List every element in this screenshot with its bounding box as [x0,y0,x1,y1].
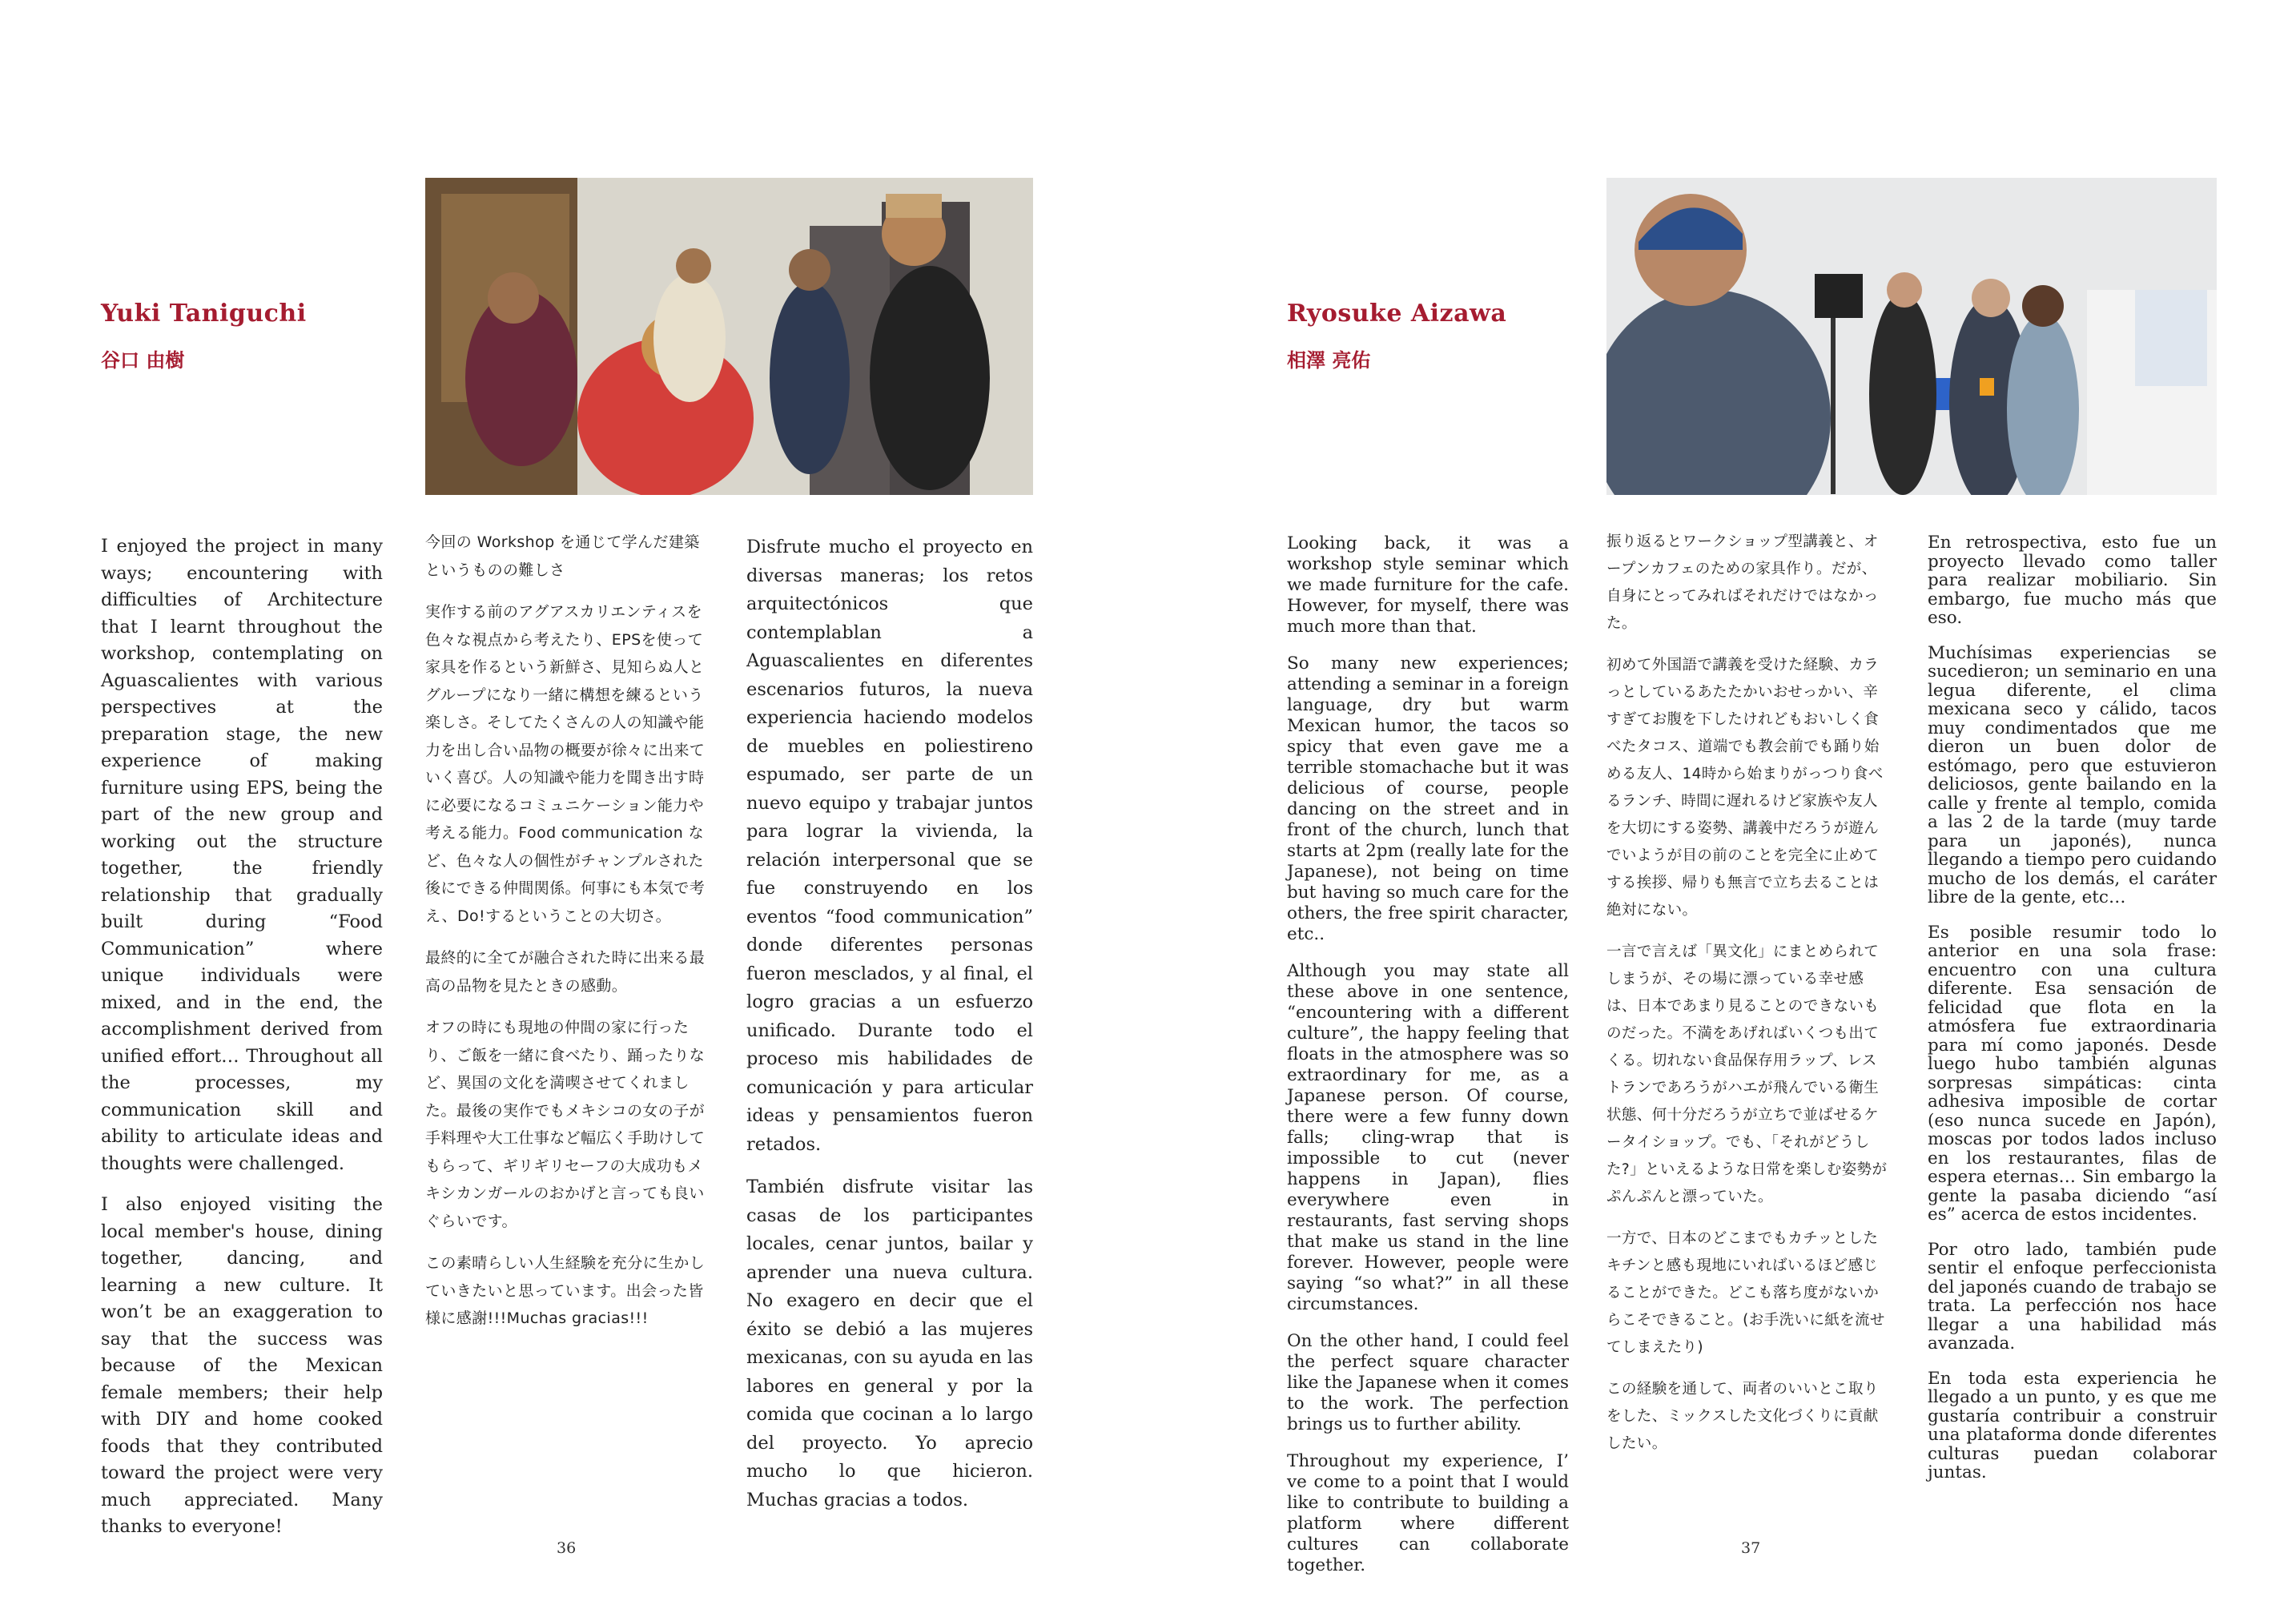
right-page [1148,0,2296,1621]
paragraph: Por otro lado, también pude sentir el enfoque perfeccionista del japonés cuando de trabajo se trata. La perfección nos hace llegar a una habilidad más avanzada. [1928,1239,2217,1354]
paragraph: この素晴らしい人生経験を充分に生かしていきたいと思っています。出会った皆様に感謝!!!Muchas gracias!!! [425,1254,706,1327]
spanish-column [746,533,1033,1529]
page-number: 37 [1741,1539,1761,1557]
paragraph: 一方で、日本のどこまでもカチッとしたキチンと感も現地にいればいるほど感じることができた。どこも落ち度がないからこそできること。(お手洗いに紙を流せてしまえたり) [1606,1230,1885,1356]
paragraph: En retrospectiva, esto fue un proyecto llevado como taller para realizar mobiliario. Sin embargo, fue mucho más que eso. [1928,533,2217,628]
paragraph: On the other hand, I could feel the perfect square character like the Japanese when it comes to the work. The perfection brings us to further ability. [1287,1331,1569,1434]
interview-photo-icon [1606,178,2217,495]
paragraph: I also enjoyed visiting the local member's house, dining together, dancing, and learning a new culture. It won’t be an exaggeration to say that the success was because of the Mexican female members; their help with DIY and home cooked foods that they contributed toward the project were very much appreciated. Many thanks to everyone! [101,1194,383,1537]
paragraph: So many new experiences; attending a seminar in a foreign language, dry but warm Mexican humor, the tacos so spicy that even gave me a terrible stomachache but it was delicious of course, people dancing on the street and in front of the church, lunch that starts at 2pm (really late for the Japanese), not being on time but having so much care for the others, the free spirit character, etc.. [1287,654,1569,944]
japanese-column [425,529,709,1347]
paragraph: 初めて外国語で講義を受けた経験、カラっとしているあたたかいおせっかい、辛すぎてお腹を下したけれどもおいしく食べたタコス、道端でも教会前でも踊り始める友人、14時から始まりがっつり食べるランチ、時間に遅れるけど家族や友人を大切にする姿勢、講義中だろうが遊んでいようが目の前のことを完全に止めてする挨拶、帰りも無言で立ち去ることは絶対にない。 [1606,657,1884,919]
paragraph: Disfrute mucho el proyecto en diversas maneras; los retos arquitectónicos que contemplablan a Aguascalientes en diferentes escenarios futuros, la nueva experiencia haciendo modelos de muebles en poliestireno espumado, ser parte de un nuevo equipo y trabajar juntos para lograr la vivienda, la relación interpersonal que se fue construyendo en los eventos “food communication” donde diferentes personas fueron mesclados, y al final, el logro gracias a un esfuerzo unificado. Durante todo el proceso mis habilidades de comunicación y para articular ideas y pensamientos fueron retados. [746,537,1033,1155]
author-name: Ryosuke Aizawa [1287,300,1507,328]
paragraph: 実作する前のアグアスカリエンティスを色々な視点から考えたり、EPSを使って家具を作るという新鮮さ、見知らぬ人とグループになり一緒に構想を練るという楽しさ。そしてたくさんの人の知識や能力を出し合い品物の概要が徐々に出来ていく喜び。人の知識や能力を聞き出す時に必要になるコミュニケーション能力や考える能力。Food communication など、色々な人の個性がチャンプルされた後にできる仲間関係。何事にも本気で考え、Do!するということの大切さ。 [425,603,706,925]
paragraph: Throughout my experience, I’ ve come to a point that I would like to contribute to building a platform where different cultures can collaborate together. [1287,1451,1569,1575]
paragraph: También disfrute visitar las casas de los participantes locales, cenar juntos, bailar y aprender una nueva cultura. No exagero en decir que el éxito se debió a las mujeres mexicanas, con su ayuda en las labores en general y por la comida que cocinan a lo largo del proyecto. Yo aprecio mucho lo que hicieron. Muchas gracias a todos. [746,1177,1033,1510]
spanish-column [1928,533,2217,1498]
author-name: Yuki Taniguchi [101,300,307,328]
paragraph: 一言で言えば「異文化」にまとめられてしまうが、その場に漂っている幸せ感は、日本であまり見ることのできないものだった。不満をあげればいくつも出てくる。切れない食品保存用ラップ、レストランであろうがハエが飛んでいる衛生状態、何十分だろうが立ちで並ばせるケータイショップ。でも、「それがどうした?」といえるような日常を楽しむ姿勢がぷんぷんと漂っていた。 [1606,943,1888,1205]
party-group-photo [425,178,1033,495]
author-name-japanese: 相澤 亮佑 [1287,349,1371,372]
english-column [101,533,383,1555]
interview-camera-photo [1606,178,2217,495]
paragraph: 振り返るとワークショップ型講義と、オープンカフェのための家具作り。だが、自身にとってみればそれだけではなかった。 [1606,533,1879,632]
paragraph: Although you may state all these above in one sentence, “encountering with a different culture”, the happy feeling that floats in the atmosphere was so extraordinary for me, as a Japanese person. Of course, there were a few funny down falls; cling-wrap that is impossible to cut (never happens in Japan), flies everywhere even in restaurants, fast serving shops that make us stand in the line forever. However, people were saying “so what?” in all these circumstances. [1287,961,1569,1314]
author-name-japanese: 谷口 由樹 [101,349,185,372]
page-number: 36 [557,1539,577,1557]
japanese-column [1606,529,1892,1472]
english-column [1287,533,1569,1592]
paragraph: 今回の Workshop を通じて学んだ建築というものの難しさ [425,533,700,579]
paragraph: Es posible resumir todo lo anterior en una sola frase: encuentro con una cultura diferente. Esa sensación de felicidad que flota en la atmósfera fue extraordinaria para mí como japonés. Desde luego hubo también algunas sorpresas simpáticas: cinta adhesiva imposible de cortar (eso nunca sucede en Japón), moscas por todos lados incluso en los restaurantes, filas de espera eternas… Sin embargo la gente la pasaba diciendo “así es” acerca de estos incidentes. [1928,922,2217,1225]
paragraph: オフの時にも現地の仲間の家に行ったり、ご飯を一緒に食べたり、踊ったりなど、異国の文化を満喫させてくれました。最後の実作でもメキシコの女の子が手料理や大工仕事など幅広く手助けしてもらって、ギリギリセーフの大成功もメキシカンガールのおかげと言っても良いぐらいです。 [425,1019,706,1230]
paragraph: I enjoyed the project in many ways; encountering with difficulties of Architecture that I learnt throughout the workshop, contemplating on Aguascalientes with various perspectives at the preparation stage, the new experience of making furniture using EPS, being the part of the new group and working out the structure together, the friendly relationship that gradually built during “Food Communication” where unique individuals were mixed, and in the end, the accomplishment derived from unified effort… Throughout all the processes, my communication skill and ability to articulate ideas and thoughts were challenged. [101,536,383,1174]
party-photo-icon [425,178,1033,495]
paragraph: Muchísimas experiencias se sucedieron; un seminario en una legua diferente, el clima mexicana seco y cálido, tacos muy condimentados que me dieron un buen dolor de estómago, pero que estuvieron deliciosos, gente bailando en la calle y frente al templo, comida a las 2 de la tarde (muy tarde para un japonés), nunca llegando a tiempo pero cuidando mucho de los demás, el caráter libre de la gente, etc… [1928,642,2217,907]
paragraph: Looking back, it was a workshop style seminar which we made furniture for the cafe. However, for myself, there was much more than that. [1287,533,1569,637]
paragraph: 最終的に全てが融合された時に出来る最高の品物を見たときの感動。 [425,949,706,995]
paragraph: この経験を通して、両者のいいとこ取りをした、ミックスした文化づくりに貢献したい。 [1606,1381,1879,1452]
paragraph: En toda esta experiencia he llegado a un punto, y es que me gustaría contribuir a construir una plataforma donde diferentes culturas puedan colaborar juntas. [1928,1368,2217,1482]
